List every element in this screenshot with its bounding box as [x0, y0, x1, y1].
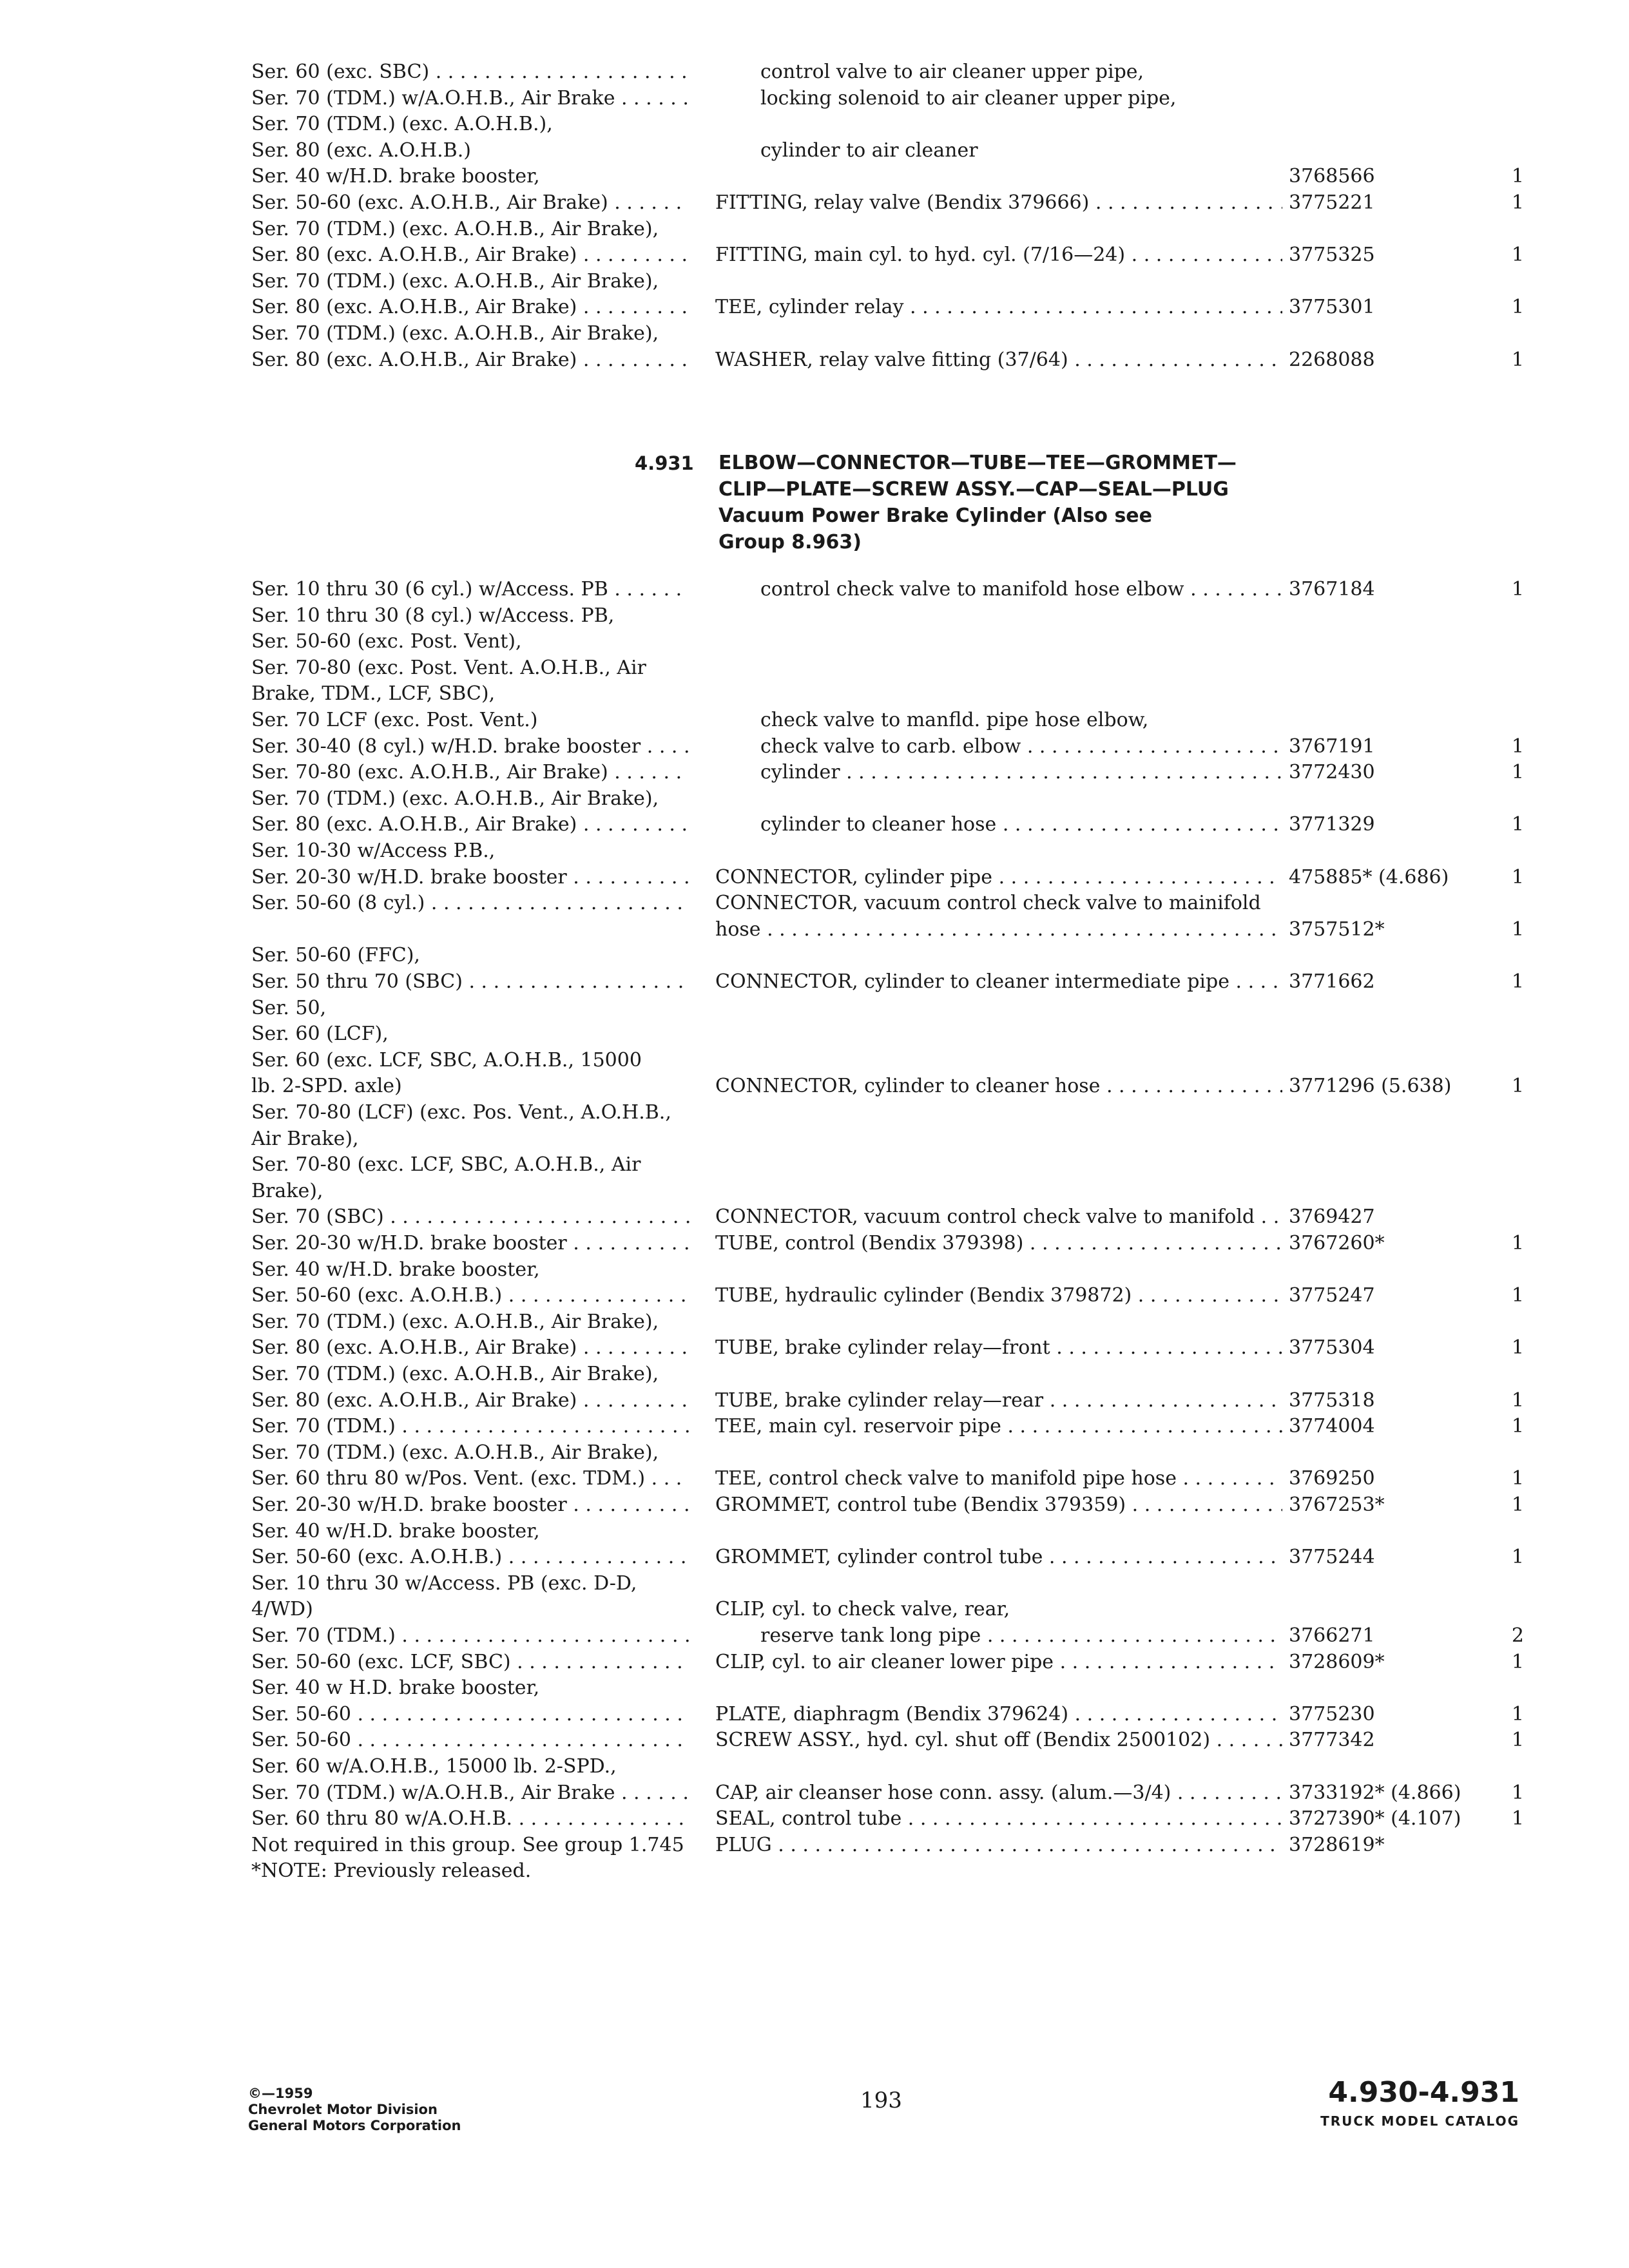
- part-description: check valve to carb. elbow . . .: [760, 734, 1282, 760]
- application-text: Brake),: [251, 1180, 323, 1202]
- quantity: 1: [1511, 813, 1524, 836]
- part-number: 3775301: [1289, 296, 1375, 318]
- quantity: 1: [1511, 1703, 1524, 1725]
- application-text: Not required in this group. See group 1.745: [251, 1834, 684, 1856]
- part-number: 3728609*: [1289, 1651, 1385, 1673]
- application-text: Ser. 60 thru 80 w/Pos. Vent. (exc. TDM.) . . .: [251, 1466, 689, 1492]
- application-text: lb. 2-SPD. axle): [251, 1075, 402, 1097]
- application-text: Ser. 40 w H.D. brake booster,: [251, 1677, 540, 1699]
- quantity: 1: [1511, 1729, 1524, 1751]
- application-text: Ser. 50-60 (exc. Post. Vent),: [251, 630, 522, 653]
- part-description: CLIP, cyl. to air cleaner lower pipe . . .: [715, 1649, 1282, 1675]
- part-description: PLATE, diaphragm (Bendix 379624) . . .: [715, 1702, 1282, 1727]
- quantity: 1: [1511, 1546, 1524, 1568]
- quantity: 1: [1511, 191, 1524, 214]
- application-text: Ser. 70 (SBC) . . .: [251, 1204, 689, 1230]
- part-number: 3775304: [1289, 1336, 1375, 1359]
- part-number: 3775318: [1289, 1389, 1375, 1412]
- application-text: Ser. 20-30 w/H.D. brake booster . . .: [251, 1231, 689, 1256]
- quantity: 1: [1511, 1494, 1524, 1516]
- quantity: 1: [1511, 1415, 1524, 1437]
- application-text: Ser. 50-60 (exc. A.O.H.B., Air Brake) . . .: [251, 190, 689, 216]
- application-text: Ser. 70 (TDM.) w/A.O.H.B., Air Brake . . .: [251, 86, 689, 111]
- part-description: check valve to manfld. pipe hose elbow,: [760, 709, 1149, 731]
- quantity: 1: [1511, 1232, 1524, 1254]
- part-number: 3769250: [1289, 1467, 1375, 1490]
- application-text: Ser. 20-30 w/H.D. brake booster . . .: [251, 1492, 689, 1518]
- application-text: Ser. 80 (exc. A.O.H.B., Air Brake) . . .: [251, 347, 689, 373]
- application-text: Ser. 30-40 (8 cyl.) w/H.D. brake booster . . .: [251, 734, 689, 760]
- part-number: 3774004: [1289, 1415, 1375, 1437]
- application-text: 4/WD): [251, 1598, 313, 1620]
- copyright-line: ©—1959: [248, 2086, 313, 2101]
- quantity: 1: [1511, 866, 1524, 889]
- quantity: 1: [1511, 1467, 1524, 1490]
- part-description: CAP, air cleanser hose conn. assy. (alum.—3/4) . . .: [715, 1780, 1282, 1806]
- application-text: Ser. 40 w/H.D. brake booster,: [251, 1520, 540, 1542]
- part-description: cylinder to cleaner hose . . .: [760, 812, 1282, 838]
- part-description: CLIP, cyl. to check valve, rear,: [715, 1598, 1010, 1620]
- application-text: Ser. 10-30 w/Access P.B.,: [251, 840, 496, 862]
- catalog-name: TRUCK MODEL CATALOG: [1320, 2113, 1519, 2129]
- quantity: 1: [1511, 970, 1524, 993]
- quantity: 1: [1511, 349, 1524, 371]
- application-text: Ser. 70 (TDM.) (exc. A.O.H.B.),: [251, 113, 553, 135]
- part-description: TUBE, brake cylinder relay—rear . . .: [715, 1388, 1282, 1414]
- part-number: 3767191: [1289, 735, 1375, 758]
- part-number: 3766271: [1289, 1624, 1375, 1647]
- part-description: FITTING, main cyl. to hyd. cyl. (7/16—24) . . .: [715, 242, 1282, 268]
- part-description: TUBE, brake cylinder relay—front . . .: [715, 1335, 1282, 1361]
- application-text: Ser. 50-60 . . .: [251, 1702, 689, 1727]
- application-text: Ser. 70 LCF (exc. Post. Vent.): [251, 709, 538, 731]
- part-number: 3771296 (5.638): [1289, 1075, 1452, 1097]
- part-description: SEAL, control tube . . .: [715, 1806, 1282, 1832]
- quantity: 2: [1511, 1624, 1524, 1647]
- quantity: 1: [1511, 578, 1524, 601]
- application-text: Ser. 50-60 (exc. A.O.H.B.) . . .: [251, 1544, 689, 1570]
- application-text: Ser. 50-60 (8 cyl.) . . .: [251, 890, 689, 916]
- part-number: 3757512*: [1289, 918, 1385, 941]
- quantity: 1: [1511, 1782, 1524, 1804]
- application-text: Ser. 80 (exc. A.O.H.B., Air Brake) . . .: [251, 812, 689, 838]
- application-text: Ser. 80 (exc. A.O.H.B., Air Brake) . . .: [251, 1335, 689, 1361]
- part-number: 3771662: [1289, 970, 1375, 993]
- catalog-code: 4.930-4.931: [1328, 2076, 1519, 2109]
- quantity: 1: [1511, 244, 1524, 266]
- part-description: hose . . .: [715, 917, 1282, 943]
- application-text: Ser. 40 w/H.D. brake booster,: [251, 165, 540, 187]
- part-number: 3777342: [1289, 1729, 1375, 1751]
- application-text: Ser. 60 thru 80 w/A.O.H.B. . . .: [251, 1806, 689, 1832]
- application-text: Ser. 60 (LCF),: [251, 1023, 389, 1045]
- application-text: Ser. 70-80 (LCF) (exc. Pos. Vent., A.O.H.B.,: [251, 1101, 671, 1124]
- quantity: 1: [1511, 735, 1524, 758]
- part-number: 3767260*: [1289, 1232, 1385, 1254]
- application-text: Ser. 80 (exc. A.O.H.B., Air Brake) . . .: [251, 242, 689, 268]
- part-number: 3769427: [1289, 1206, 1375, 1228]
- part-description: TEE, main cyl. reservoir pipe . . .: [715, 1414, 1282, 1439]
- application-text: Ser. 70 (TDM.) (exc. A.O.H.B., Air Brake),: [251, 1363, 659, 1385]
- part-number: 3771329: [1289, 813, 1375, 836]
- application-text: Ser. 70 (TDM.) (exc. A.O.H.B., Air Brake),: [251, 218, 659, 240]
- part-number: 3768566: [1289, 165, 1375, 187]
- section-title: [718, 450, 1337, 555]
- quantity: 1: [1511, 918, 1524, 941]
- part-description: CONNECTOR, vacuum control check valve to manifold . . .: [715, 1204, 1282, 1230]
- application-text: Ser. 50-60 . . .: [251, 1727, 689, 1753]
- section-title-line: Group 8.963): [718, 531, 862, 553]
- part-number: 3727390* (4.107): [1289, 1807, 1461, 1830]
- application-text: Ser. 60 (exc. LCF, SBC, A.O.H.B., 15000: [251, 1049, 642, 1072]
- application-text: Ser. 70 (TDM.) (exc. A.O.H.B., Air Brake),: [251, 787, 659, 810]
- quantity: 1: [1511, 761, 1524, 783]
- quantity: 1: [1511, 165, 1524, 187]
- application-text: Ser. 20-30 w/H.D. brake booster . . .: [251, 865, 689, 890]
- application-text: Ser. 60 w/A.O.H.B., 15000 lb. 2-SPD.,: [251, 1755, 617, 1778]
- part-description: CONNECTOR, cylinder pipe . . .: [715, 865, 1282, 890]
- page-number: 193: [860, 2088, 902, 2113]
- copyright-line: Chevrolet Motor Division: [248, 2102, 438, 2117]
- quantity: 1: [1511, 1807, 1524, 1830]
- application-text: Ser. 60 (exc. SBC) . . .: [251, 59, 689, 85]
- application-text: Ser. 50-60 (exc. A.O.H.B.) . . .: [251, 1283, 689, 1309]
- part-number: 2268088: [1289, 349, 1375, 371]
- application-text: Ser. 70-80 (exc. A.O.H.B., Air Brake) . . .: [251, 760, 689, 785]
- section-number: 4.931: [635, 452, 694, 474]
- application-text: Ser. 50 thru 70 (SBC) . . .: [251, 969, 689, 995]
- part-description: CONNECTOR, vacuum control check valve to mainifold: [715, 892, 1261, 914]
- application-text: Ser. 70 (TDM.) (exc. A.O.H.B., Air Brake),: [251, 1441, 659, 1464]
- section-title-line: Vacuum Power Brake Cylinder (Also see: [718, 505, 1152, 527]
- part-number: 3775247: [1289, 1284, 1375, 1307]
- application-text: Ser. 10 thru 30 (6 cyl.) w/Access. PB . . .: [251, 577, 689, 602]
- part-description: GROMMET, cylinder control tube . . .: [715, 1544, 1282, 1570]
- application-text: Ser. 80 (exc. A.O.H.B., Air Brake) . . .: [251, 1388, 689, 1414]
- quantity: 1: [1511, 1075, 1524, 1097]
- application-text: Ser. 10 thru 30 w/Access. PB (exc. D-D,: [251, 1572, 637, 1595]
- part-number: 3775230: [1289, 1703, 1375, 1725]
- quantity: 1: [1511, 1284, 1524, 1307]
- application-text: Ser. 80 (exc. A.O.H.B.): [251, 139, 471, 162]
- part-description: TUBE, hydraulic cylinder (Bendix 379872) . . .: [715, 1283, 1282, 1309]
- quantity: 1: [1511, 1389, 1524, 1412]
- application-text: Ser. 70-80 (exc. LCF, SBC, A.O.H.B., Air: [251, 1153, 641, 1176]
- quantity: 1: [1511, 1336, 1524, 1359]
- part-number: 3767184: [1289, 578, 1375, 601]
- copyright-notice: [248, 2086, 461, 2134]
- part-description: cylinder to air cleaner: [760, 139, 978, 162]
- application-text: Ser. 70 (TDM.) (exc. A.O.H.B., Air Brake),: [251, 1311, 659, 1333]
- application-text: Ser. 40 w/H.D. brake booster,: [251, 1258, 540, 1281]
- application-text: Ser. 10 thru 30 (8 cyl.) w/Access. PB,: [251, 604, 615, 627]
- part-description: FITTING, relay valve (Bendix 379666) . . .: [715, 190, 1282, 216]
- application-text: Ser. 70 (TDM.) . . .: [251, 1414, 689, 1439]
- part-number: 475885* (4.686): [1289, 866, 1449, 889]
- part-description: locking solenoid to air cleaner upper pipe,: [760, 87, 1177, 110]
- copyright-line: General Motors Corporation: [248, 2118, 461, 2133]
- part-number: 3775325: [1289, 244, 1375, 266]
- part-number: 3767253*: [1289, 1494, 1385, 1516]
- application-text: Ser. 50-60 (FFC),: [251, 944, 420, 966]
- application-text: Air Brake),: [251, 1128, 359, 1150]
- part-description: PLUG . . .: [715, 1832, 1282, 1858]
- application-text: *NOTE: Previously released.: [251, 1860, 532, 1882]
- part-description: TEE, cylinder relay . . .: [715, 294, 1282, 320]
- part-number: 3775244: [1289, 1546, 1375, 1568]
- part-description: control check valve to manifold hose elbow . . .: [760, 577, 1282, 602]
- part-description: TEE, control check valve to manifold pipe hose . . .: [715, 1466, 1282, 1492]
- quantity: 1: [1511, 1651, 1524, 1673]
- part-description: cylinder . . .: [760, 760, 1282, 785]
- application-text: Ser. 70-80 (exc. Post. Vent. A.O.H.B., Air: [251, 657, 646, 679]
- part-description: SCREW ASSY., hyd. cyl. shut off (Bendix 2500102) . . .: [715, 1727, 1282, 1753]
- application-text: Ser. 70 (TDM.) (exc. A.O.H.B., Air Brake),: [251, 270, 659, 293]
- part-number: 3733192* (4.866): [1289, 1782, 1461, 1804]
- part-description: control valve to air cleaner upper pipe,: [760, 61, 1144, 83]
- section-title-line: ELBOW—CONNECTOR—TUBE—TEE—GROMMET—: [718, 452, 1237, 474]
- application-text: Ser. 50,: [251, 997, 327, 1019]
- part-number: 3775221: [1289, 191, 1375, 214]
- part-description: CONNECTOR, cylinder to cleaner hose . . .: [715, 1073, 1282, 1099]
- part-description: WASHER, relay valve fitting (37/64) . . .: [715, 347, 1282, 373]
- part-description: reserve tank long pipe . . .: [760, 1623, 1282, 1649]
- quantity: 1: [1511, 296, 1524, 318]
- section-title-line: CLIP—PLATE—SCREW ASSY.—CAP—SEAL—PLUG: [718, 478, 1229, 501]
- application-text: Ser. 70 (TDM.) (exc. A.O.H.B., Air Brake),: [251, 322, 659, 345]
- part-description: CONNECTOR, cylinder to cleaner intermediate pipe . . .: [715, 969, 1282, 995]
- application-text: Ser. 70 (TDM.) . . .: [251, 1623, 689, 1649]
- part-description: GROMMET, control tube (Bendix 379359) . . .: [715, 1492, 1282, 1518]
- part-description: TUBE, control (Bendix 379398) . . .: [715, 1231, 1282, 1256]
- part-number: 3728619*: [1289, 1834, 1385, 1856]
- application-text: Ser. 70 (TDM.) w/A.O.H.B., Air Brake . . .: [251, 1780, 689, 1806]
- application-text: Ser. 50-60 (exc. LCF, SBC) . . .: [251, 1649, 689, 1675]
- application-text: Ser. 80 (exc. A.O.H.B., Air Brake) . . .: [251, 294, 689, 320]
- part-number: 3772430: [1289, 761, 1375, 783]
- application-text: Brake, TDM., LCF, SBC),: [251, 682, 496, 705]
